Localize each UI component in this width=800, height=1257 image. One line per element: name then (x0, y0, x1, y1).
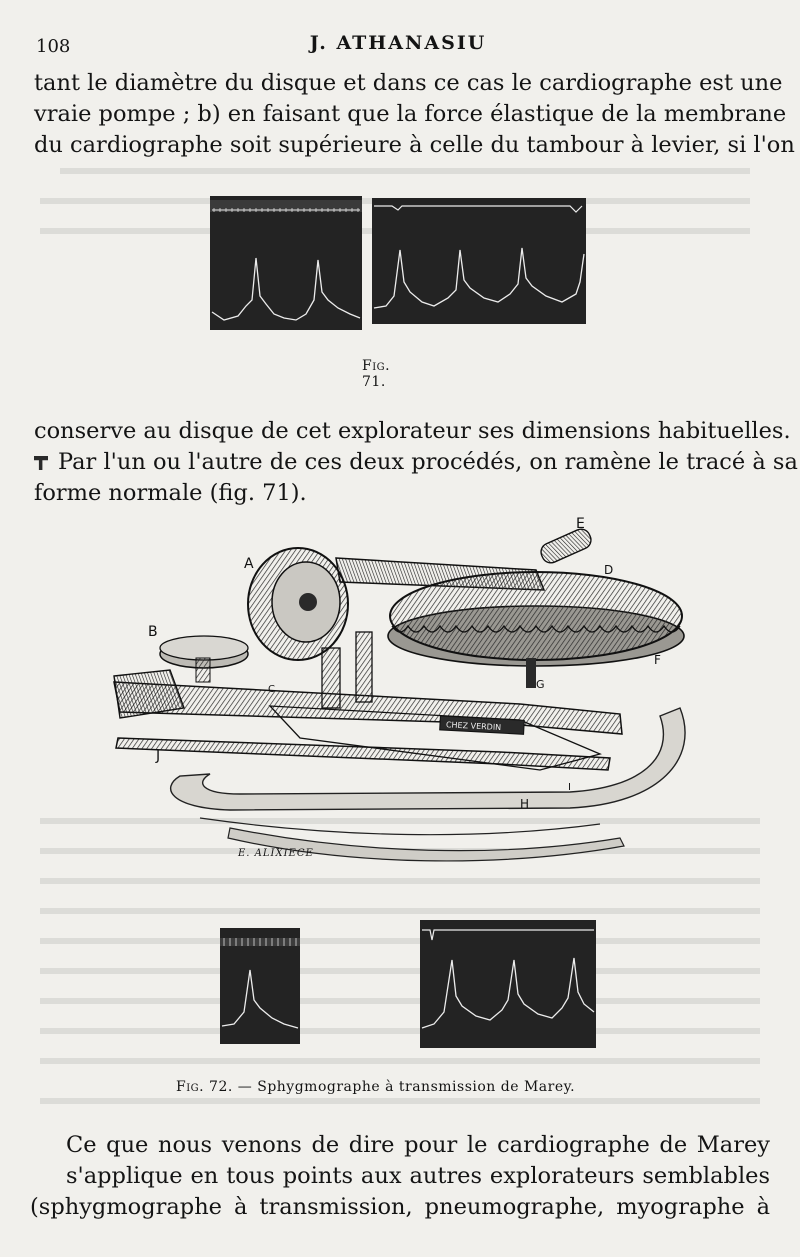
engraver-signature: E. ALIXIECE (238, 848, 314, 859)
text-line: du cardiographe soit supérieure à celle du tambour à levier, si l'on (34, 132, 795, 158)
label-J: J (156, 748, 161, 764)
paragraph-mark-icon (34, 456, 48, 470)
text-line: (sphygmographe à transmission, pneumographe, myographe à (30, 1194, 770, 1220)
text-line: s'applique en tous points aux autres explorateurs semblables (66, 1163, 770, 1189)
label-D: D (604, 563, 614, 577)
text-line: forme normale (fig. 71). (34, 480, 307, 506)
pulse-tracing-right (372, 198, 586, 324)
pulse-tracing-small (220, 928, 300, 1044)
paragraph-3 (30, 1130, 770, 1223)
pulse-tracing-left (210, 196, 362, 330)
text-line: tant le diamètre du disque et dans ce cas le cardiographe est une (34, 70, 783, 96)
running-head (36, 30, 760, 60)
figure-72-caption (176, 1079, 575, 1095)
page-number: 108 (36, 36, 71, 57)
text-line (34, 447, 798, 478)
text-line: conserve au disque de cet explorateur ses dimensions habituelles. (34, 418, 791, 444)
label-F: F (654, 653, 661, 667)
maker-plate: CHEZ VERDIN (445, 720, 502, 733)
pulse-tracing-wide (420, 920, 596, 1048)
label-I: I (568, 782, 571, 793)
paragraph-2 (34, 416, 798, 509)
figure-72-caption-text: — Sphygmographe à transmission de Marey. (237, 1079, 576, 1095)
text-line-content: Par l'un ou l'autre de ces deux procédés, on ramène le tracé à sa (58, 449, 798, 475)
label-C: C (268, 684, 275, 695)
figure-71-caption (362, 358, 390, 390)
sphygmograph-engraving (100, 508, 700, 868)
paragraph-1 (34, 68, 795, 161)
label-H: H (520, 797, 530, 811)
label-E: E (576, 516, 585, 532)
label-G: G (536, 678, 545, 691)
text-line: Ce que nous venons de dire pour le cardiographe de Marey (66, 1132, 770, 1158)
text-line: vraie pompe ; b) en faisant que la force élastique de la membrane (34, 101, 787, 127)
running-head-author: J. ATHANASIU (309, 32, 487, 54)
figure-72-label: Fig. 72. (176, 1079, 233, 1095)
figure-71-label: Fig. 71. (362, 358, 391, 390)
label-A: A (244, 556, 254, 572)
label-B: B (148, 624, 158, 640)
